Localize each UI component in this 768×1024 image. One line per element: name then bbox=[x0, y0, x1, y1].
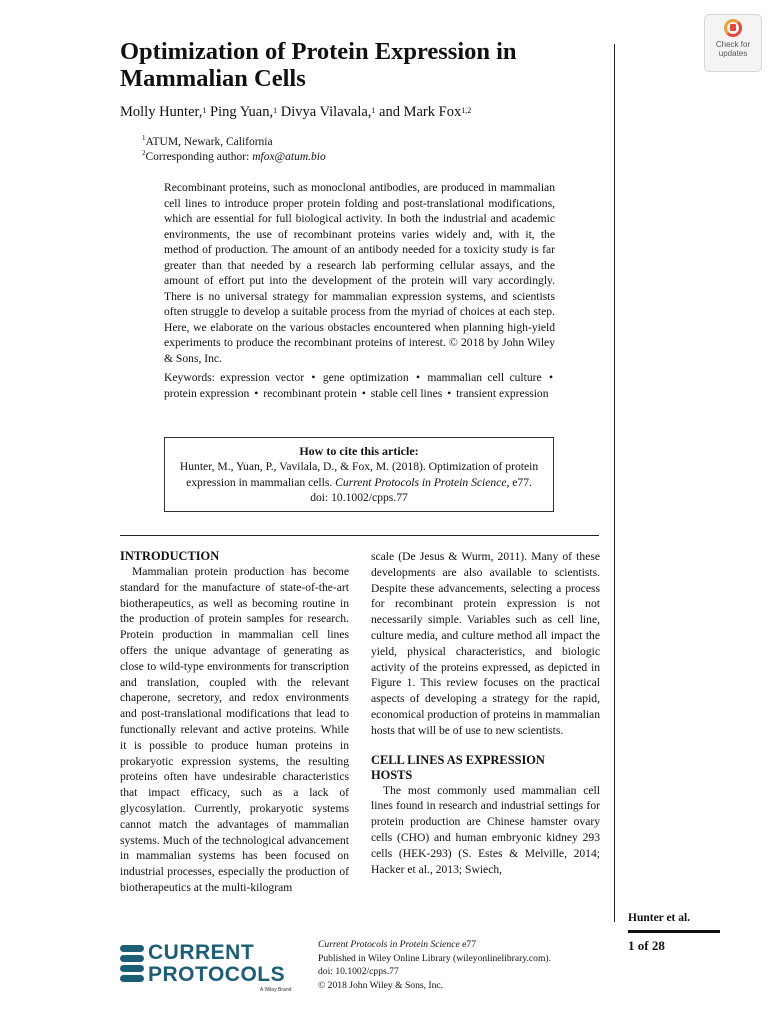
pub-doi: doi: 10.1002/cpps.77 bbox=[318, 966, 399, 977]
abstract: Recombinant proteins, such as monoclonal antibodies, are produced in mammalian cell lines to introduce proper protein folding and post-translational modifications, which are essential for full biological activity. In both the industrial and academic environments, the use of recombinant proteins varies widely and, with it, the method of production. The amount of an antibody needed for a toxicity study is far greater than that needed by a research lab performing cellular assays, and the amount of effort put into the development of the protein will vary accordingly. There is no universal strategy for mammalian expression systems, and scientists often struggle to develop a suitable process from the myriad of choices at each step. Here, we elaborate on the various obstacles encountered when planning high-yield experiments to produce the recombinant proteins of interest. © 2018 by John Wiley & Sons, Inc. bbox=[164, 181, 555, 365]
cite-heading: How to cite this article: bbox=[299, 444, 419, 458]
keyword: gene optimization bbox=[322, 371, 409, 384]
author: Molly Hunter, bbox=[120, 104, 203, 120]
section-heading-cell-lines bbox=[371, 753, 600, 783]
cite-doi: , e77. doi: 10.1002/cpps.77 bbox=[310, 475, 532, 504]
keyword-separator: • bbox=[447, 386, 452, 400]
pub-copyright: © 2018 John Wiley & Sons, Inc. bbox=[318, 979, 444, 991]
pub-line-2: Published in Wiley Online Library (wileyonlinelibrary.com). bbox=[318, 952, 552, 964]
author-sup: 1,2 bbox=[461, 106, 472, 115]
how-to-cite-box bbox=[164, 437, 554, 512]
paragraph: The most commonly used mammalian cell lines found in research and industrial settings for protein production are Chinese hamster ovary cells (CHO) and human embryonic kidney 293 cells (HEK-293) (S. Estes & Melville, 2014; Hacker et al., 2013; Swiech, bbox=[371, 783, 600, 876]
author: Divya Vilavala, bbox=[280, 104, 372, 120]
logo-subtitle: A Wiley Brand bbox=[260, 987, 292, 993]
keywords bbox=[164, 370, 555, 401]
check-for-updates-icon bbox=[724, 19, 742, 37]
keyword-separator: • bbox=[415, 371, 421, 384]
paragraph: scale (De Jesus & Wurm, 2011). Many of these developments are also available to scientists. Despite these advancements, selecting a process for recombinant protein expression is not necessarily simple. Variables such as cell line, culture media, and culture method all impact the yield, physical characteristics, and biologic activity of the proteins expressed, as depicted in Figure 1. This review focuses on the practical aspects of developing a strategy for the rapid, economical production of proteins in mammalian hosts that will be of use to new scientists. bbox=[371, 550, 600, 737]
keyword: transient expression bbox=[456, 386, 549, 400]
logo-mark-icon bbox=[120, 944, 144, 986]
page-number: 1 of 28 bbox=[628, 938, 665, 953]
affiliation-sup: 1 bbox=[142, 134, 146, 142]
right-column bbox=[371, 549, 600, 877]
affiliation-text: Corresponding author: bbox=[145, 150, 253, 163]
pub-line-1 bbox=[318, 938, 551, 952]
heading-line: HOSTS bbox=[371, 767, 413, 782]
running-head: Hunter et al. bbox=[628, 912, 691, 924]
running-head-rule bbox=[628, 930, 720, 933]
logo-wordmark bbox=[148, 942, 285, 986]
keyword: expression vector bbox=[220, 371, 305, 384]
section-divider bbox=[120, 535, 599, 536]
current-protocols-logo bbox=[120, 941, 300, 994]
affiliation-sup: 2 bbox=[142, 149, 146, 157]
keyword-separator: • bbox=[311, 371, 316, 384]
author: and Mark Fox bbox=[379, 104, 462, 120]
margin-rule bbox=[614, 44, 615, 922]
keyword: protein expression bbox=[164, 386, 250, 400]
publication-info bbox=[318, 938, 551, 992]
badge-line-1: Check for bbox=[715, 40, 751, 49]
keyword: mammalian cell culture bbox=[427, 371, 542, 384]
author: Ping Yuan, bbox=[210, 104, 274, 120]
keywords-label: Keywords: bbox=[164, 371, 215, 384]
cite-authors-title: Hunter, M., Yuan, P., Vavilala, D., & Fox, M. (2018). Optimization of protein expression in mammalian cells. bbox=[179, 460, 539, 489]
badge-line-2: updates bbox=[718, 49, 748, 58]
cite-journal: Current Protocols in Protein Science bbox=[335, 475, 507, 489]
badge-label bbox=[708, 40, 758, 58]
check-for-updates-badge[interactable] bbox=[704, 14, 762, 72]
logo-line-2: PROTOCOLS bbox=[148, 963, 286, 986]
affiliation-text: ATUM, Newark, California bbox=[145, 135, 273, 148]
author-sup: 1 bbox=[273, 106, 278, 115]
left-column bbox=[120, 549, 349, 896]
keyword-separator: • bbox=[254, 386, 259, 400]
author-list bbox=[120, 104, 471, 121]
pub-journal: Current Protocols in Protein Science bbox=[318, 939, 460, 950]
author-sup: 1 bbox=[371, 106, 376, 115]
article-title bbox=[120, 38, 590, 92]
section-heading-introduction: INTRODUCTION bbox=[120, 549, 220, 563]
affiliation-2 bbox=[142, 146, 326, 164]
cite-text bbox=[165, 459, 553, 506]
pub-article-id: e77 bbox=[459, 939, 477, 950]
title-line-2: Mammalian Cells bbox=[120, 65, 306, 92]
paragraph: Mammalian protein production has become standard for the manufacture of state-of-the-art biotherapeutics, as well as becoming routine in the production of protein samples for research. Protein production in mammalian cell lines offers the unique advantage of generating as close to wild-type environments for transcription and translation, coupled with the relevant chaperone, secretory, and redox environments and post-translational modifications that lead to functionally relevant and active proteins. While it is possible to produce human proteins in prokaryotic expression systems, the resulting proteins often have undesirable characteristics that impact efficacy, such as a lack of glycosylation. Currently, prokaryotic systems cannot match the advantages of mammalian systems. Much of the technological advancement in mammalian systems has been focused on industrial processes, especially the production of biotherapeutics at the multi-kilogram bbox=[120, 565, 349, 894]
keyword: recombinant protein bbox=[263, 386, 357, 400]
corresponding-email-link[interactable]: mfox@atum.bio bbox=[252, 150, 326, 163]
logo-line-1: CURRENT bbox=[148, 941, 255, 964]
heading-line: CELL LINES AS EXPRESSION bbox=[371, 752, 545, 767]
title-line-1: Optimization of Protein Expression in bbox=[120, 38, 517, 65]
keyword-separator: • bbox=[361, 386, 366, 400]
keyword-separator: • bbox=[548, 371, 554, 384]
keyword: stable cell lines bbox=[370, 386, 443, 400]
author-sup: 1 bbox=[202, 106, 207, 115]
